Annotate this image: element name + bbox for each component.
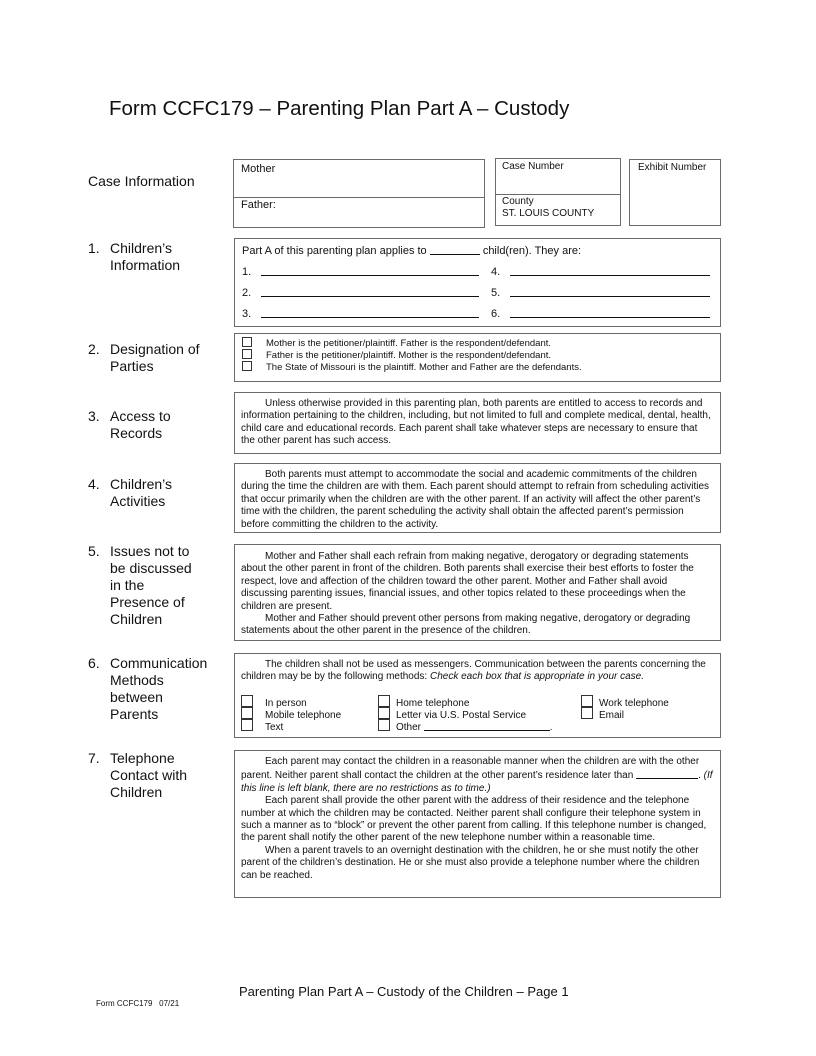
party-option-1[interactable]: Mother is the petitioner/plaintiff. Father is the respondent/defendant. — [242, 337, 551, 350]
childrens-information-box — [234, 238, 721, 327]
in-person-checkbox[interactable] — [241, 695, 253, 707]
access-to-records-box — [234, 392, 721, 454]
child-2-row: 2. — [242, 286, 479, 300]
childrens-activities-box — [234, 463, 721, 533]
method-mobile-telephone[interactable]: Mobile telephone — [241, 707, 341, 722]
children-count-line: Part A of this parenting plan applies to child(ren). They are: — [242, 245, 582, 257]
child-5-input[interactable] — [510, 286, 710, 297]
child-6-row: 6. — [491, 307, 710, 321]
section-6-label: 6. Communication Methods between Parents — [88, 655, 208, 722]
party-option-3[interactable]: The State of Missouri is the plaintiff. Mother and Father are the defendants. — [242, 361, 582, 374]
access-to-records-text: Unless otherwise provided in this parenting plan, both parents are entitled to access to records and information pertaining to the children, including, but not limited to full and complete medical, dental, health, child care and educational records. Each parent shall take whatever steps are necessary to ensure that the other parent has such access. — [241, 398, 711, 447]
exhibit-number-label: Exhibit Number — [638, 162, 707, 173]
child-6-input[interactable] — [510, 307, 710, 318]
designation-of-parties-box — [234, 333, 721, 382]
section-3-label: 3. Access to Records — [88, 408, 171, 441]
other-checkbox[interactable] — [378, 719, 390, 731]
child-2-input[interactable] — [261, 286, 479, 297]
case-county-box — [495, 158, 621, 226]
method-work-telephone[interactable]: Work telephone — [581, 695, 669, 710]
telephone-paragraph-3: When a parent travels to an overnight destination with the children, he or she must notify the other parent of the children’s destination. He or she must also provide a telephone number where the children can be reached. — [241, 844, 700, 881]
page-title: Form CCFC179 – Parenting Plan Part A – Custody — [109, 97, 570, 120]
section-1-label: 1. Children’s Information — [88, 240, 181, 273]
method-home-telephone[interactable]: Home telephone — [378, 695, 469, 710]
children-count-input[interactable] — [430, 244, 480, 255]
parent-names-box — [233, 159, 485, 228]
letter-checkbox[interactable] — [378, 707, 390, 719]
child-4-row: 4. — [491, 265, 710, 279]
child-3-row: 3. — [242, 307, 479, 321]
email-checkbox[interactable] — [581, 707, 593, 719]
party-option-3-checkbox[interactable] — [242, 361, 252, 371]
case-number-field[interactable] — [496, 159, 620, 195]
method-text[interactable]: Text — [241, 719, 283, 734]
telephone-contact-box — [234, 750, 721, 898]
issues-not-discussed-box — [234, 544, 721, 641]
text-checkbox[interactable] — [241, 719, 253, 731]
section-7-label: 7. Telephone Contact with Children — [88, 750, 188, 800]
telephone-paragraph-1: Each parent may contact the children in a reasonable manner when the children are with the other parent. Neither parent shall contact the children at the other parent’s residence later than . (If this line is left blank, there are no restrictions as to time.) — [241, 756, 713, 794]
communication-intro: The children shall not be used as messengers. Communication between the parents concerning the children may be by the following methods: Check each box that is appropriate in your case. — [241, 659, 706, 683]
case-number-label: Case Number — [502, 161, 564, 172]
childrens-activities-text: Both parents must attempt to accommodate the social and academic commitments of the children during the time the children are with them. Each parent should attempt to refrain from scheduling activities that occur primarily when the children are with the other parent. If an activity will affect the other parent’s time with the children, the parent scheduling the activity shall obtain the affected parent’s permission before committing the children to the activity. — [241, 469, 710, 530]
issues-paragraph-1: Mother and Father shall each refrain from making negative, derogatory or degrading statements about the other parent in front of the children. Both parents shall exercise their best efforts to foster the respect, love and affection of the children toward the other parent. Mother and Father shall avoid discussing parenting issues, financial issues, and other topics related to these proceedings when the children are present. — [241, 551, 694, 612]
footer-page-title: Parenting Plan Part A – Custody of the Children – Page 1 — [239, 984, 569, 999]
section-4-label: 4. Children’s Activities — [88, 476, 172, 509]
footer-form-id: Form CCFC179 07/21 — [96, 999, 180, 1008]
child-3-input[interactable] — [261, 307, 479, 318]
mobile-telephone-checkbox[interactable] — [241, 707, 253, 719]
communication-methods-box — [234, 653, 721, 738]
home-telephone-checkbox[interactable] — [378, 695, 390, 707]
father-label: Father: — [241, 199, 276, 211]
telephone-paragraph-2: Each parent shall provide the other parent with the address of their residence and the telephone number at which the children may be contacted. Neither parent shall configure their telephone system in such a manner as to “block” or prevent the other parent from calling. If this telephone number is changed, the parent shall notify the other parent of the new telephone number within a reasonable time. — [241, 795, 707, 844]
party-option-1-checkbox[interactable] — [242, 337, 252, 347]
mother-field[interactable] — [234, 160, 484, 198]
mother-label: Mother — [241, 163, 276, 175]
issues-paragraph-2: Mother and Father should prevent other persons from making negative, derogatory or degrading statements about the other parent in the presence of the children. — [241, 613, 691, 637]
section-5-label: 5. Issues not to be discussed in the Presence of Children — [88, 543, 192, 627]
contact-time-input[interactable] — [636, 768, 698, 779]
child-1-input[interactable] — [261, 265, 479, 276]
method-email[interactable]: Email — [581, 707, 624, 722]
county-field[interactable] — [496, 195, 620, 225]
child-1-row: 1. — [242, 265, 479, 279]
work-telephone-checkbox[interactable] — [581, 695, 593, 707]
child-4-input[interactable] — [510, 265, 710, 276]
county-label: County — [502, 196, 534, 207]
party-option-2-checkbox[interactable] — [242, 349, 252, 359]
section-2-label: 2. Designation of Parties — [88, 341, 200, 374]
method-letter[interactable]: Letter via U.S. Postal Service — [378, 707, 526, 722]
father-field[interactable] — [234, 198, 484, 227]
case-information-label: Case Information — [88, 173, 195, 189]
method-in-person[interactable]: In person — [241, 695, 307, 710]
other-method-input[interactable] — [424, 720, 550, 731]
method-other[interactable]: Other . — [378, 719, 553, 734]
county-value[interactable]: ST. LOUIS COUNTY — [502, 208, 595, 219]
exhibit-number-field[interactable] — [629, 159, 721, 226]
party-option-2[interactable]: Father is the petitioner/plaintiff. Mother is the respondent/defendant. — [242, 349, 551, 362]
child-5-row: 5. — [491, 286, 710, 300]
